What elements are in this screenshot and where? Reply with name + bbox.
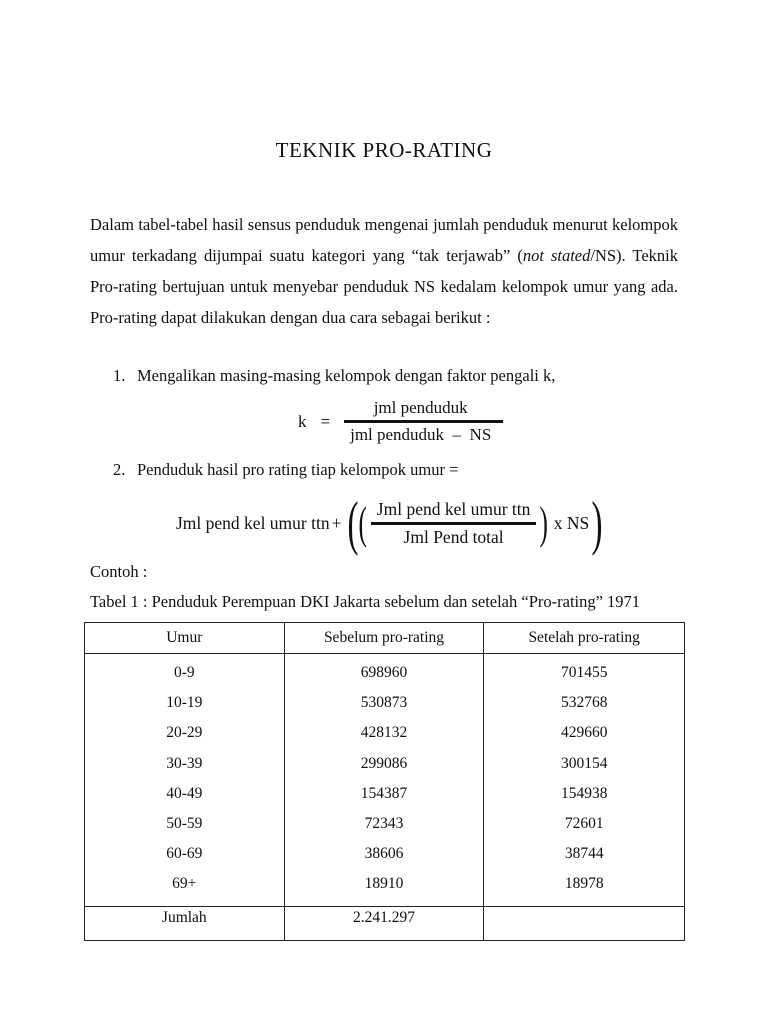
cell-setelah: 72601 (484, 809, 685, 839)
left-paren: ( (347, 490, 359, 556)
list-item-1 (113, 366, 555, 386)
formula-k (298, 398, 497, 445)
table-total-row (85, 906, 685, 940)
right-paren: ) (591, 490, 603, 556)
cell-umur: 20-29 (85, 718, 285, 748)
formula-k-equals: = (320, 411, 331, 431)
cell-sebelum: 38606 (284, 839, 484, 869)
cell-setelah: 532768 (484, 688, 685, 718)
table-row (85, 688, 685, 718)
cell-setelah: 154938 (484, 779, 685, 809)
cell-setelah: 701455 (484, 654, 685, 689)
formula-k-denominator: jml penduduk – NS (350, 425, 492, 444)
cell-umur: 69+ (85, 869, 285, 906)
right-paren-inner: ) (539, 497, 549, 548)
intro-paragraph (90, 209, 678, 333)
table-row (85, 809, 685, 839)
table-row (85, 779, 685, 809)
left-paren-inner: ( (358, 497, 368, 548)
cell-umur: 10-19 (85, 688, 285, 718)
formula-k-lhs: k (298, 411, 307, 431)
cell-sebelum: 428132 (284, 718, 484, 748)
cell-umur: 50-59 (85, 809, 285, 839)
formula-k-numerator: jml penduduk (373, 398, 468, 417)
formula-2-denominator: Jml Pend total (403, 526, 504, 547)
cell-jumlah-sebelum: 2.241.297 (284, 906, 484, 940)
page-title: TEKNIK PRO-RATING (275, 138, 493, 162)
population-table (84, 622, 685, 941)
cell-setelah: 18978 (484, 869, 685, 906)
header-umur: Umur (85, 623, 285, 654)
header-sebelum: Sebelum pro-rating (284, 623, 484, 654)
formula-k-fraction (344, 398, 497, 445)
table-header-row (85, 623, 685, 654)
paragraph-part1: Dalam tabel-tabel hasil sensus penduduk mengenai jumlah penduduk menurut kelompok umur terkadang dijumpai suatu kategori yang “tak terjawab” ( (90, 215, 678, 265)
formula-2-times: x NS (553, 512, 590, 533)
cell-sebelum: 299086 (284, 749, 484, 779)
formula-2-plus: + (331, 512, 342, 533)
cell-umur: 0-9 (85, 654, 285, 689)
cell-sebelum: 154387 (284, 779, 484, 809)
cell-umur: 30-39 (85, 749, 285, 779)
table-caption: Tabel 1 : Penduduk Perempuan DKI Jakarta sebelum dan setelah “Pro-rating” 1971 (90, 592, 641, 611)
list-text: Mengalikan masing-masing kelompok dengan faktor pengali k, (137, 366, 556, 385)
table-row (85, 718, 685, 748)
cell-sebelum: 72343 (284, 809, 484, 839)
cell-setelah: 429660 (484, 718, 685, 748)
cell-jumlah-setelah (484, 906, 685, 940)
formula-2-lhs: Jml pend kel umur ttn (176, 512, 330, 533)
list-text: Penduduk hasil pro rating tiap kelompok umur = (137, 460, 459, 479)
paragraph-part2: /NS). Teknik Pro-rating bertujuan untuk menyebar penduduk NS kedalam kelompok umur yang ada. Pro-rating dapat dilakukan dengan dua cara sebagai berikut : (90, 246, 678, 327)
table-row (85, 749, 685, 779)
formula-2-numerator: Jml pend kel umur ttn (376, 498, 531, 519)
paragraph-italic: not stated (522, 246, 591, 265)
list-item-2 (113, 460, 458, 480)
table-row (85, 839, 685, 869)
cell-setelah: 300154 (484, 749, 685, 779)
list-number: 2. (113, 460, 126, 479)
header-setelah: Setelah pro-rating (484, 623, 685, 654)
table-row (85, 869, 685, 906)
cell-sebelum: 530873 (284, 688, 484, 718)
formula-prorating (176, 490, 607, 556)
example-label: Contoh : (90, 562, 148, 581)
cell-umur: 60-69 (85, 839, 285, 869)
cell-sebelum: 698960 (284, 654, 484, 689)
list-number: 1. (113, 366, 126, 385)
cell-setelah: 38744 (484, 839, 685, 869)
table-row (85, 654, 685, 689)
cell-jumlah-label: Jumlah (85, 906, 285, 940)
formula-2-fraction (371, 499, 537, 548)
cell-umur: 40-49 (85, 779, 285, 809)
cell-sebelum: 18910 (284, 869, 484, 906)
